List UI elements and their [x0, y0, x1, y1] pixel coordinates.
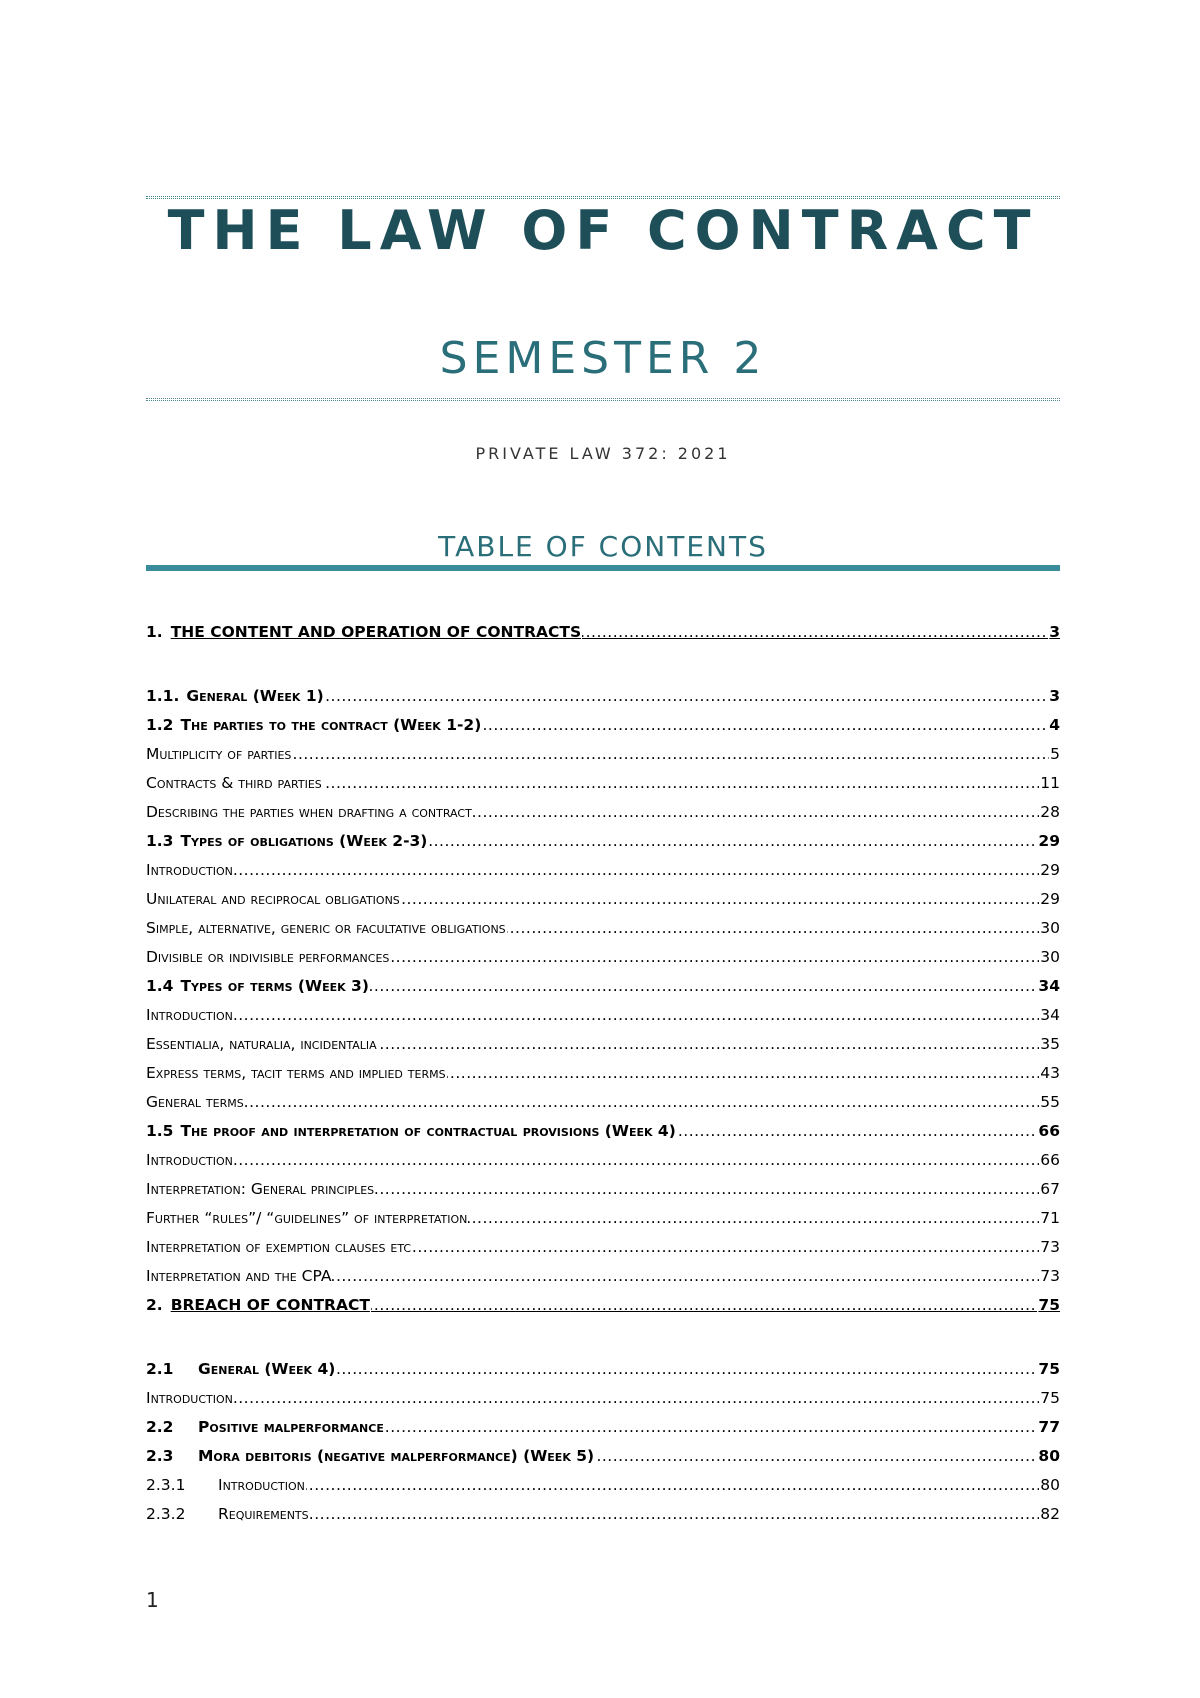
toc-entry-title: Interpretation of exemption clauses etc	[146, 1238, 412, 1256]
toc-dot-leader	[146, 1146, 1060, 1175]
toc-entry-title: Express terms, tacit terms and implied terms	[146, 1064, 446, 1082]
toc-entry-page: 75	[1039, 1384, 1060, 1413]
toc-entry-page: 80	[1037, 1442, 1060, 1471]
toc-entry-title: Simple, alternative, generic or facultative obligations	[146, 919, 506, 937]
toc-entry-label	[146, 1204, 468, 1233]
toc-entry-number: 1.2	[146, 716, 174, 734]
toc-entry[interactable]	[146, 972, 1060, 1001]
toc-entry[interactable]	[146, 618, 1060, 647]
toc-entry-title: Divisible or indivisible performances	[146, 948, 390, 966]
toc-entry[interactable]	[146, 885, 1060, 914]
toc-entry-title: Essentialia, naturalia, incidentalia	[146, 1035, 377, 1053]
toc-entry-title: General (Week 1)	[186, 687, 324, 705]
toc-entry-label	[146, 769, 323, 798]
toc-entry-page: 30	[1039, 914, 1060, 943]
toc-entry-label	[146, 1262, 332, 1291]
toc-entry[interactable]	[146, 1059, 1060, 1088]
toc-entry-number: 1.4	[146, 977, 174, 995]
toc-entry-label	[146, 1355, 336, 1384]
toc-entry[interactable]	[146, 682, 1060, 711]
toc-entry-label	[146, 1001, 234, 1030]
toc-entry-page: 55	[1039, 1088, 1060, 1117]
toc-entry-number: 2.1	[146, 1360, 174, 1378]
toc-entry[interactable]	[146, 1117, 1060, 1146]
toc-entry-page: 75	[1037, 1355, 1060, 1384]
document-page	[146, 0, 1060, 1698]
title-bottom-rule	[146, 398, 1060, 399]
toc-entry-page: 67	[1039, 1175, 1060, 1204]
toc-entry[interactable]	[146, 1471, 1060, 1500]
toc-entry[interactable]	[146, 1233, 1060, 1262]
toc-entry-label	[146, 1146, 234, 1175]
toc-entry-label	[146, 1291, 371, 1320]
toc-entry-label	[146, 1233, 412, 1262]
toc-entry-title: Requirements	[218, 1505, 309, 1523]
toc-entry-label	[146, 943, 390, 972]
toc-entry[interactable]	[146, 1001, 1060, 1030]
toc-entry-label	[146, 618, 582, 647]
toc-entry-page: 5	[1049, 740, 1060, 769]
toc-entry-title: Introduction	[146, 1151, 233, 1169]
toc-entry[interactable]	[146, 943, 1060, 972]
toc-entry-label	[146, 914, 507, 943]
toc-entry[interactable]	[146, 1500, 1060, 1529]
toc-entry-title: Describing the parties when drafting a contract	[146, 803, 472, 821]
toc-entry-label	[146, 1413, 385, 1442]
toc-entry-page: 4	[1048, 711, 1060, 740]
toc-entry-title: Introduction	[146, 1006, 233, 1024]
toc-entry-page: 34	[1037, 972, 1060, 1001]
toc-entry[interactable]	[146, 1146, 1060, 1175]
toc-entry[interactable]	[146, 1204, 1060, 1233]
toc-entry[interactable]	[146, 1088, 1060, 1117]
toc-entry-title: Types of obligations (Week 2-3)	[180, 832, 428, 850]
toc-entry-number: 1.1.	[146, 687, 180, 705]
toc-entry-title: Multiplicity of parties	[146, 745, 292, 763]
toc-entry-page: 82	[1039, 1500, 1060, 1529]
toc-entry-page: 73	[1039, 1262, 1060, 1291]
toc-heading: TABLE OF CONTENTS	[438, 530, 768, 563]
toc-entry-page: 75	[1037, 1291, 1060, 1320]
toc-entry[interactable]	[146, 1384, 1060, 1413]
document-subtitle: SEMESTER 2	[439, 333, 767, 384]
toc-entry-page: 43	[1039, 1059, 1060, 1088]
toc-entry[interactable]	[146, 1291, 1060, 1320]
toc-entry-label	[146, 711, 482, 740]
toc-entry-label	[146, 1500, 310, 1529]
toc-entry[interactable]	[146, 1030, 1060, 1059]
toc-entry-title: THE CONTENT AND OPERATION OF CONTRACTS	[170, 623, 582, 641]
toc-entry-page: 34	[1039, 1001, 1060, 1030]
toc-entry-title: The parties to the contract (Week 1-2)	[180, 716, 482, 734]
toc-entry-number: 2.	[146, 1296, 163, 1314]
toc-entry-label	[146, 1030, 378, 1059]
toc-entry-title: Contracts & third parties	[146, 774, 322, 792]
toc-entry-title: Introduction	[218, 1476, 305, 1494]
toc-entry-title: General terms	[146, 1093, 244, 1111]
toc-entry-number: 2.3.1	[146, 1476, 186, 1494]
toc-entry-label	[146, 1384, 234, 1413]
toc-entry-page: 29	[1037, 827, 1060, 856]
toc-entry-title: Introduction	[146, 1389, 233, 1407]
toc-entry-label	[146, 1117, 677, 1146]
toc-entry-page: 73	[1039, 1233, 1060, 1262]
toc-entry-page: 66	[1037, 1117, 1060, 1146]
toc-entry-title: Interpretation: General principles	[146, 1180, 375, 1198]
toc-entry-label	[146, 1442, 595, 1471]
table-of-contents	[146, 618, 1060, 1529]
page-number: 1	[146, 1588, 159, 1612]
toc-entry-page: 80	[1039, 1471, 1060, 1500]
toc-entry-page: 71	[1039, 1204, 1060, 1233]
toc-entry-title: Mora debitoris (negative malperformance) (Week 5)	[198, 1447, 595, 1465]
toc-entry[interactable]	[146, 1413, 1060, 1442]
toc-entry-label	[146, 827, 428, 856]
toc-entry[interactable]	[146, 914, 1060, 943]
toc-entry[interactable]	[146, 1442, 1060, 1471]
toc-entry-page: 29	[1039, 856, 1060, 885]
toc-entry[interactable]	[146, 740, 1060, 769]
toc-entry-page: 30	[1039, 943, 1060, 972]
toc-entry-title: General (Week 4)	[198, 1360, 336, 1378]
toc-entry-page: 3	[1048, 618, 1060, 647]
title-top-rule	[146, 196, 1060, 197]
toc-entry-number: 2.3	[146, 1447, 174, 1465]
toc-dot-leader	[146, 1088, 1060, 1117]
toc-entry-label	[146, 740, 292, 769]
toc-entry-number: 1.	[146, 623, 163, 641]
toc-entry[interactable]	[146, 856, 1060, 885]
toc-entry-page: 3	[1048, 682, 1060, 711]
toc-entry-label	[146, 856, 234, 885]
toc-entry[interactable]	[146, 1355, 1060, 1384]
toc-entry[interactable]	[146, 1262, 1060, 1291]
toc-entry[interactable]	[146, 827, 1060, 856]
toc-entry-title: The proof and interpretation of contractual provisions (Week 4)	[180, 1122, 676, 1140]
toc-entry[interactable]	[146, 769, 1060, 798]
toc-entry-number: 2.2	[146, 1418, 174, 1436]
toc-entry-label	[146, 682, 325, 711]
toc-entry-page: 35	[1039, 1030, 1060, 1059]
toc-entry-page: 66	[1039, 1146, 1060, 1175]
toc-entry-page: 29	[1039, 885, 1060, 914]
toc-entry-label	[146, 1175, 375, 1204]
toc-entry-title: Interpretation and the CPA	[146, 1267, 332, 1285]
toc-entry-title: Unilateral and reciprocal obligations	[146, 890, 400, 908]
toc-dot-leader	[146, 1001, 1060, 1030]
toc-dot-leader	[146, 856, 1060, 885]
toc-entry-page: 28	[1039, 798, 1060, 827]
toc-entry-title: Types of terms (Week 3)	[180, 977, 369, 995]
course-name: PRIVATE LAW 372: 2021	[475, 444, 731, 463]
toc-heading-bar	[146, 565, 1060, 571]
toc-entry-title: BREACH OF CONTRACT	[170, 1296, 370, 1314]
toc-entry-page: 77	[1037, 1413, 1060, 1442]
toc-entry-page: 11	[1039, 769, 1060, 798]
toc-entry-number: 2.3.2	[146, 1505, 186, 1523]
toc-entry-number: 1.5	[146, 1122, 174, 1140]
toc-entry-label	[146, 885, 401, 914]
document-title: THE LAW OF CONTRACT	[167, 199, 1039, 262]
toc-entry-label	[146, 972, 370, 1001]
toc-entry[interactable]	[146, 798, 1060, 827]
toc-entry-number: 1.3	[146, 832, 174, 850]
toc-entry-title: Introduction	[146, 861, 233, 879]
toc-dot-leader	[146, 1384, 1060, 1413]
toc-entry[interactable]	[146, 711, 1060, 740]
toc-entry-title: Further “rules”/ “guidelines” of interpretation	[146, 1209, 468, 1227]
toc-entry-title: Positive malperformance	[198, 1418, 384, 1436]
toc-entry-label	[146, 1471, 306, 1500]
toc-entry[interactable]	[146, 1175, 1060, 1204]
toc-entry-label	[146, 1088, 245, 1117]
toc-entry-label	[146, 798, 473, 827]
toc-entry-label	[146, 1059, 447, 1088]
